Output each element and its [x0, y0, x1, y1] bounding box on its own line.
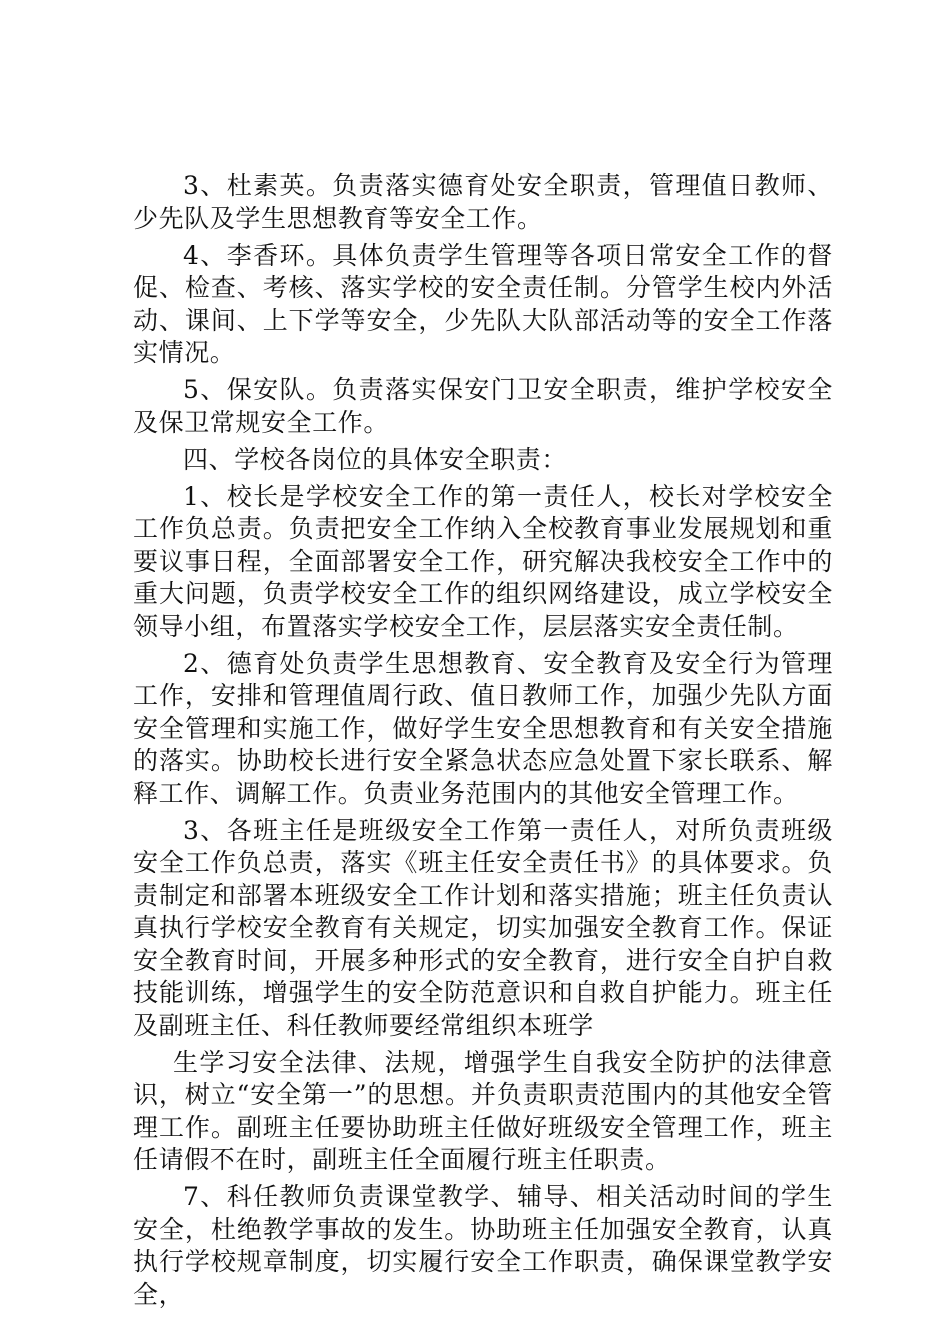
document-body	[133, 170, 833, 1316]
paragraph-duty-head-teachers: 3、各班主任是班级安全工作第一责任人，对所负责班级安全工作负总责，落实《班主任安全责任书》的具体要求。负责制定和部署本班级安全工作计划和落实措施；班主任负责认真执行学校安全教育有关规定，切实加强安全教育工作。保证安全教育时间，开展多种形式的安全教育，进行安全自护自救技能训练，增强学生的安全防范意识和自救自护能力。班主任及副班主任、科任教师要经常组织本班学	[133, 815, 833, 1040]
paragraph-duty-security-team: 5、保安队。负责落实保安门卫安全职责，维护学校安全及保卫常规安全工作。	[133, 375, 833, 437]
paragraph-duty-head-teachers-continued: 生学习安全法律、法规，增强学生自我安全防护的法律意识，树立“安全第一”的思想。并负责职责范围内的其他安全管理工作。副班主任要协助班主任做好班级安全管理工作，班主任请假不在时，副班主任全面履行班主任职责。	[133, 1047, 833, 1174]
section-heading-post-duties: 四、学校各岗位的具体安全职责：	[183, 444, 568, 474]
paragraph-duty-subject-teachers: 7、科任教师负责课堂教学、辅导、相关活动时间的学生安全，杜绝教学事故的发生。协助班主任加强安全教育，认真执行学校规章制度，切实履行安全工作职责，确保课堂教学安全，	[133, 1182, 833, 1309]
paragraph-duty-principal: 1、校长是学校安全工作的第一责任人，校长对学校安全工作负总责。负责把安全工作纳入全校教育事业发展规划和重要议事日程，全面部署安全工作，研究解决我校安全工作中的重大问题，负责学校安全工作的组织网络建设，成立学校安全领导小组，布置落实学校安全工作，层层落实安全责任制。	[133, 481, 833, 641]
paragraph-duty-moral-education-office: 2、德育处负责学生思想教育、安全教育及安全行为管理工作，安排和管理值周行政、值日教师工作，加强少先队方面安全管理和实施工作，做好学生安全思想教育和有关安全措施的落实。协助校长进行安全紧急状态应急处置下家长联系、解释工作、调解工作。负责业务范围内的其他安全管理工作。	[133, 648, 833, 808]
paragraph-duty-du-suying: 3、杜素英。负责落实德育处安全职责，管理值日教师、少先队及学生思想教育等安全工作。	[133, 171, 833, 233]
paragraph-duty-li-xianghuan: 4、李香环。具体负责学生管理等各项日常安全工作的督促、检查、考核、落实学校的安全责任制。分管学生校内外活动、课间、上下学等安全，少先队大队部活动等的安全工作落实情况。	[133, 240, 833, 367]
